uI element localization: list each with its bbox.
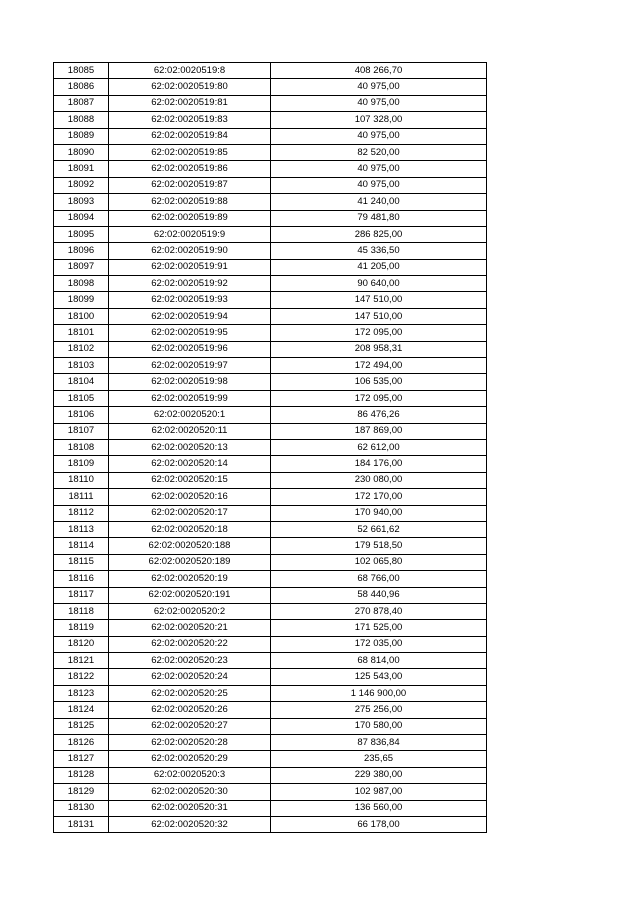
value-cell: 172 035,00 — [271, 636, 487, 652]
value-cell: 270 878,40 — [271, 603, 487, 619]
value-cell: 136 560,00 — [271, 800, 487, 816]
row-number-cell: 18085 — [54, 63, 109, 79]
row-number-cell: 18106 — [54, 407, 109, 423]
row-number-cell: 18100 — [54, 308, 109, 324]
table-row — [54, 407, 487, 423]
cadastral-number-cell: 62:02:0020520:31 — [109, 800, 271, 816]
cadastral-number-cell: 62:02:0020520:191 — [109, 587, 271, 603]
cadastral-number-cell: 62:02:0020520:15 — [109, 472, 271, 488]
row-number-cell: 18103 — [54, 358, 109, 374]
value-cell: 286 825,00 — [271, 226, 487, 242]
value-cell: 68 814,00 — [271, 653, 487, 669]
cadastral-value-table — [53, 62, 487, 833]
table-row — [54, 653, 487, 669]
row-number-cell: 18086 — [54, 79, 109, 95]
value-cell: 172 170,00 — [271, 489, 487, 505]
table-row — [54, 390, 487, 406]
table-row — [54, 751, 487, 767]
table-row — [54, 276, 487, 292]
value-cell: 172 095,00 — [271, 325, 487, 341]
value-cell: 147 510,00 — [271, 292, 487, 308]
table-row — [54, 243, 487, 259]
table-row — [54, 194, 487, 210]
cadastral-number-cell: 62:02:0020520:19 — [109, 571, 271, 587]
value-cell: 147 510,00 — [271, 308, 487, 324]
cadastral-number-cell: 62:02:0020520:25 — [109, 685, 271, 701]
table-row — [54, 292, 487, 308]
table-row — [54, 735, 487, 751]
value-cell: 45 336,50 — [271, 243, 487, 259]
value-cell: 90 640,00 — [271, 276, 487, 292]
row-number-cell: 18099 — [54, 292, 109, 308]
table-row — [54, 472, 487, 488]
table-row — [54, 456, 487, 472]
cadastral-number-cell: 62:02:0020519:83 — [109, 112, 271, 128]
cadastral-number-cell: 62:02:0020520:27 — [109, 718, 271, 734]
value-cell: 40 975,00 — [271, 161, 487, 177]
table-row — [54, 685, 487, 701]
row-number-cell: 18120 — [54, 636, 109, 652]
table-row — [54, 505, 487, 521]
value-cell: 107 328,00 — [271, 112, 487, 128]
cadastral-number-cell: 62:02:0020519:87 — [109, 177, 271, 193]
row-number-cell: 18111 — [54, 489, 109, 505]
table-row — [54, 439, 487, 455]
value-cell: 171 525,00 — [271, 620, 487, 636]
cadastral-number-cell: 62:02:0020519:8 — [109, 63, 271, 79]
row-number-cell: 18131 — [54, 816, 109, 832]
cadastral-number-cell: 62:02:0020520:18 — [109, 521, 271, 537]
row-number-cell: 18105 — [54, 390, 109, 406]
value-cell: 408 266,70 — [271, 63, 487, 79]
table-row — [54, 784, 487, 800]
row-number-cell: 18125 — [54, 718, 109, 734]
cadastral-number-cell: 62:02:0020519:9 — [109, 226, 271, 242]
row-number-cell: 18122 — [54, 669, 109, 685]
row-number-cell: 18092 — [54, 177, 109, 193]
row-number-cell: 18124 — [54, 702, 109, 718]
cadastral-number-cell: 62:02:0020520:24 — [109, 669, 271, 685]
cadastral-number-cell: 62:02:0020519:95 — [109, 325, 271, 341]
table-row — [54, 767, 487, 783]
table-row — [54, 308, 487, 324]
table-row — [54, 620, 487, 636]
cadastral-number-cell: 62:02:0020520:188 — [109, 538, 271, 554]
table-row — [54, 538, 487, 554]
table-row — [54, 587, 487, 603]
value-cell: 68 766,00 — [271, 571, 487, 587]
row-number-cell: 18104 — [54, 374, 109, 390]
row-number-cell: 18128 — [54, 767, 109, 783]
cadastral-number-cell: 62:02:0020519:88 — [109, 194, 271, 210]
row-number-cell: 18087 — [54, 95, 109, 111]
value-cell: 275 256,00 — [271, 702, 487, 718]
table-row — [54, 374, 487, 390]
value-cell: 41 240,00 — [271, 194, 487, 210]
row-number-cell: 18123 — [54, 685, 109, 701]
cadastral-number-cell: 62:02:0020519:85 — [109, 144, 271, 160]
row-number-cell: 18109 — [54, 456, 109, 472]
row-number-cell: 18088 — [54, 112, 109, 128]
table-row — [54, 702, 487, 718]
cadastral-number-cell: 62:02:0020520:16 — [109, 489, 271, 505]
row-number-cell: 18102 — [54, 341, 109, 357]
table-row — [54, 177, 487, 193]
row-number-cell: 18091 — [54, 161, 109, 177]
cadastral-number-cell: 62:02:0020520:189 — [109, 554, 271, 570]
table-row — [54, 571, 487, 587]
row-number-cell: 18115 — [54, 554, 109, 570]
value-cell: 172 494,00 — [271, 358, 487, 374]
cadastral-number-cell: 62:02:0020520:28 — [109, 735, 271, 751]
table-row — [54, 669, 487, 685]
cadastral-number-cell: 62:02:0020520:21 — [109, 620, 271, 636]
cadastral-number-cell: 62:02:0020520:2 — [109, 603, 271, 619]
row-number-cell: 18126 — [54, 735, 109, 751]
table-row — [54, 210, 487, 226]
table-row — [54, 259, 487, 275]
value-cell: 40 975,00 — [271, 79, 487, 95]
cadastral-number-cell: 62:02:0020519:89 — [109, 210, 271, 226]
value-cell: 170 940,00 — [271, 505, 487, 521]
row-number-cell: 18114 — [54, 538, 109, 554]
value-cell: 41 205,00 — [271, 259, 487, 275]
value-cell: 82 520,00 — [271, 144, 487, 160]
table-row — [54, 63, 487, 79]
cadastral-number-cell: 62:02:0020520:13 — [109, 439, 271, 455]
cadastral-number-cell: 62:02:0020519:97 — [109, 358, 271, 374]
table-row — [54, 489, 487, 505]
table-body — [54, 63, 487, 833]
row-number-cell: 18089 — [54, 128, 109, 144]
table-row — [54, 603, 487, 619]
cadastral-number-cell: 62:02:0020519:80 — [109, 79, 271, 95]
cadastral-number-cell: 62:02:0020519:94 — [109, 308, 271, 324]
cadastral-number-cell: 62:02:0020519:96 — [109, 341, 271, 357]
value-cell: 40 975,00 — [271, 128, 487, 144]
row-number-cell: 18112 — [54, 505, 109, 521]
row-number-cell: 18117 — [54, 587, 109, 603]
value-cell: 172 095,00 — [271, 390, 487, 406]
cadastral-number-cell: 62:02:0020520:26 — [109, 702, 271, 718]
value-cell: 184 176,00 — [271, 456, 487, 472]
value-cell: 208 958,31 — [271, 341, 487, 357]
cadastral-number-cell: 62:02:0020520:17 — [109, 505, 271, 521]
row-number-cell: 18094 — [54, 210, 109, 226]
cadastral-number-cell: 62:02:0020520:23 — [109, 653, 271, 669]
table-row — [54, 521, 487, 537]
value-cell: 62 612,00 — [271, 439, 487, 455]
cadastral-number-cell: 62:02:0020520:11 — [109, 423, 271, 439]
table-row — [54, 554, 487, 570]
value-cell: 102 065,80 — [271, 554, 487, 570]
value-cell: 106 535,00 — [271, 374, 487, 390]
table-row — [54, 816, 487, 832]
table-row — [54, 636, 487, 652]
table-row — [54, 341, 487, 357]
row-number-cell: 18108 — [54, 439, 109, 455]
cadastral-number-cell: 62:02:0020520:32 — [109, 816, 271, 832]
row-number-cell: 18097 — [54, 259, 109, 275]
cadastral-number-cell: 62:02:0020520:30 — [109, 784, 271, 800]
row-number-cell: 18093 — [54, 194, 109, 210]
row-number-cell: 18118 — [54, 603, 109, 619]
value-cell: 52 661,62 — [271, 521, 487, 537]
row-number-cell: 18130 — [54, 800, 109, 816]
table-row — [54, 144, 487, 160]
value-cell: 79 481,80 — [271, 210, 487, 226]
value-cell: 40 975,00 — [271, 177, 487, 193]
cadastral-number-cell: 62:02:0020520:14 — [109, 456, 271, 472]
value-cell: 230 080,00 — [271, 472, 487, 488]
value-cell: 179 518,50 — [271, 538, 487, 554]
row-number-cell: 18110 — [54, 472, 109, 488]
cadastral-number-cell: 62:02:0020520:29 — [109, 751, 271, 767]
row-number-cell: 18113 — [54, 521, 109, 537]
row-number-cell: 18101 — [54, 325, 109, 341]
value-cell: 170 580,00 — [271, 718, 487, 734]
table-row — [54, 79, 487, 95]
value-cell: 87 836,84 — [271, 735, 487, 751]
value-cell: 102 987,00 — [271, 784, 487, 800]
row-number-cell: 18096 — [54, 243, 109, 259]
value-cell: 1 146 900,00 — [271, 685, 487, 701]
row-number-cell: 18098 — [54, 276, 109, 292]
table-row — [54, 161, 487, 177]
cadastral-number-cell: 62:02:0020519:99 — [109, 390, 271, 406]
table-row — [54, 325, 487, 341]
cadastral-number-cell: 62:02:0020519:93 — [109, 292, 271, 308]
row-number-cell: 18090 — [54, 144, 109, 160]
table-row — [54, 112, 487, 128]
value-cell: 235,65 — [271, 751, 487, 767]
value-cell: 86 476,26 — [271, 407, 487, 423]
cadastral-number-cell: 62:02:0020519:90 — [109, 243, 271, 259]
row-number-cell: 18107 — [54, 423, 109, 439]
value-cell: 125 543,00 — [271, 669, 487, 685]
table-row — [54, 95, 487, 111]
table-row — [54, 800, 487, 816]
cadastral-number-cell: 62:02:0020519:86 — [109, 161, 271, 177]
row-number-cell: 18095 — [54, 226, 109, 242]
cadastral-number-cell: 62:02:0020519:81 — [109, 95, 271, 111]
cadastral-number-cell: 62:02:0020519:92 — [109, 276, 271, 292]
cadastral-number-cell: 62:02:0020520:22 — [109, 636, 271, 652]
cadastral-number-cell: 62:02:0020519:91 — [109, 259, 271, 275]
table-row — [54, 718, 487, 734]
row-number-cell: 18121 — [54, 653, 109, 669]
value-cell: 66 178,00 — [271, 816, 487, 832]
table-row — [54, 226, 487, 242]
cadastral-number-cell: 62:02:0020519:84 — [109, 128, 271, 144]
cadastral-number-cell: 62:02:0020520:3 — [109, 767, 271, 783]
row-number-cell: 18116 — [54, 571, 109, 587]
row-number-cell: 18119 — [54, 620, 109, 636]
cadastral-number-cell: 62:02:0020520:1 — [109, 407, 271, 423]
table-row — [54, 358, 487, 374]
table-row — [54, 423, 487, 439]
table-row — [54, 128, 487, 144]
row-number-cell: 18129 — [54, 784, 109, 800]
cadastral-number-cell: 62:02:0020519:98 — [109, 374, 271, 390]
value-cell: 58 440,96 — [271, 587, 487, 603]
value-cell: 229 380,00 — [271, 767, 487, 783]
value-cell: 40 975,00 — [271, 95, 487, 111]
value-cell: 187 869,00 — [271, 423, 487, 439]
row-number-cell: 18127 — [54, 751, 109, 767]
